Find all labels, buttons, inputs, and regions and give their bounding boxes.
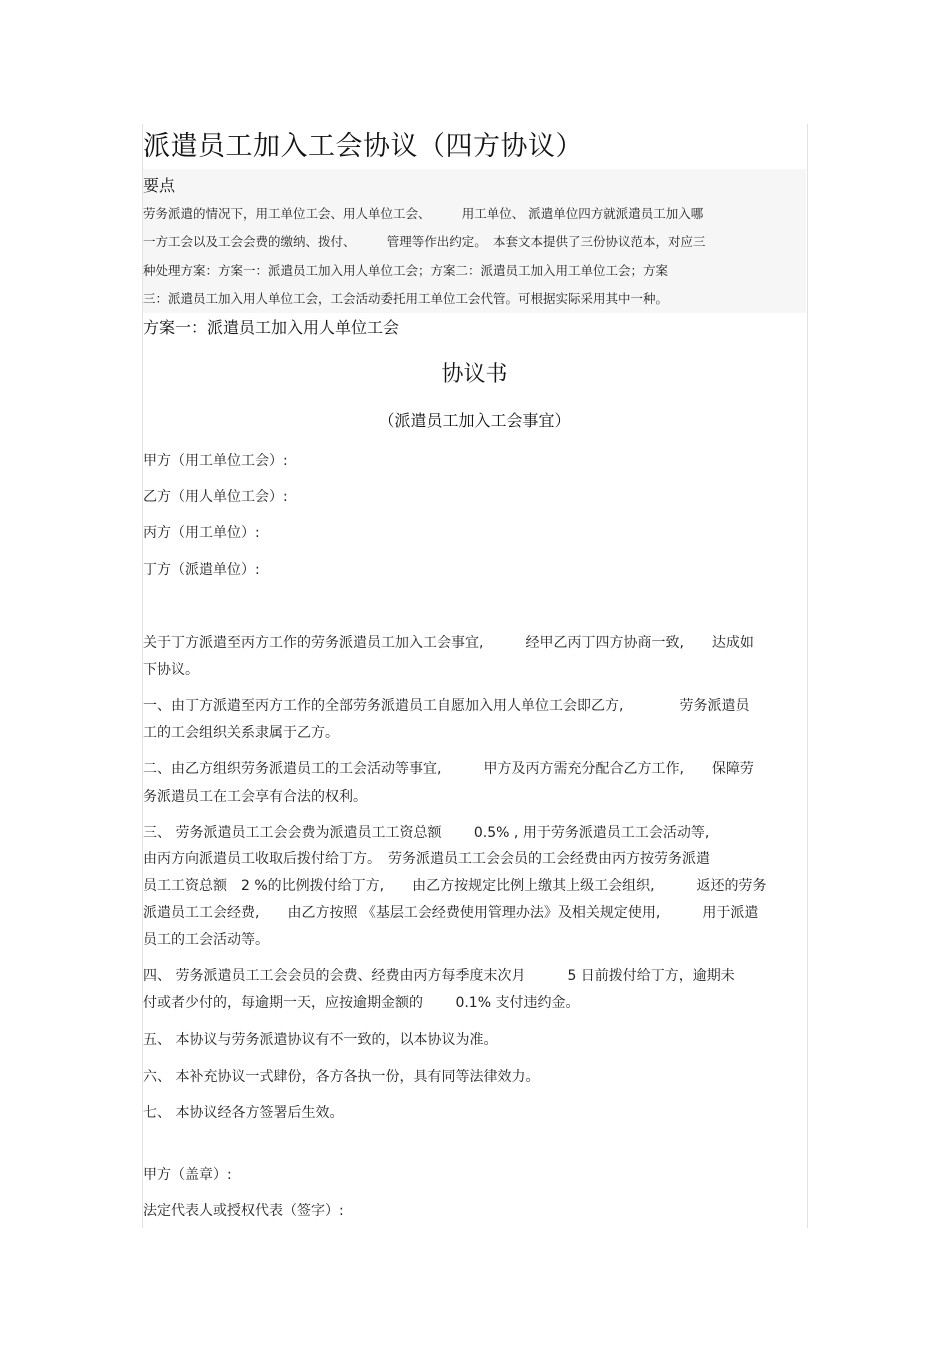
signature-party-a: 甲方（盖章）: — [143, 1167, 232, 1183]
body-line: 员工的工会活动等。 — [143, 932, 269, 948]
body-line: 务派遣员工在工会享有合法的权利。 — [143, 789, 367, 805]
body-line: 四、 劳务派遣员工工会会员的会费、经费由丙方每季度末次月 5 日前拨付给丁方，逾期未 — [143, 968, 735, 984]
agreement-subtitle: （派遣员工加入工会事宜） — [378, 411, 571, 430]
party-a-field: 甲方（用工单位工会）: — [143, 453, 288, 469]
body-line: 关于丁方派遣至丙方工作的劳务派遣员工加入工会事宜, 经甲乙丙丁四方协商一致, 达成如 — [143, 635, 754, 651]
plan-heading: 方案一：派遣员工加入用人单位工会 — [143, 318, 400, 337]
body-line: 派遣员工工会经费, 由乙方按照 《基层工会经费使用管理办法》及相关规定使用, 用于派遣 — [143, 905, 759, 921]
party-d-field: 丁方（派遣单位）: — [143, 562, 260, 578]
body-line: 付或者少付的，每逾期一天，应按逾期金额的 0.1% 支付违约金。 — [143, 995, 580, 1011]
body-line: 五、 本协议与劳务派遣协议有不一致的，以本协议为准。 — [143, 1032, 498, 1048]
document-title: 派遣员工加入工会协议（四方协议） — [143, 131, 583, 162]
summary-line: 劳务派遣的情况下，用工单位工会、用人单位工会、 用工单位、 派遣单位四方就派遣员工加入哪 — [143, 206, 704, 221]
summary-line: 三：派遣员工加入用人单位工会，工会活动委托用工单位工会代管。可根据实际采用其中一种。 — [143, 291, 669, 306]
body-line: 七、 本协议经各方签署后生效。 — [143, 1105, 344, 1121]
summary-line: 一方工会以及工会会费的缴纳、拨付、 管理等作出约定。 本套文本提供了三份协议范本，对应三 — [143, 234, 706, 249]
summary-line: 种处理方案：方案一：派遣员工加入用人单位工会；方案二：派遣员工加入用工单位工会；方案 — [143, 263, 669, 278]
body-line: 三、 劳务派遣员工工会会费为派遣员工工资总额 0.5% , 用于劳务派遣员工工会活动等, — [143, 825, 710, 841]
body-line: 工的工会组织关系隶属于乙方。 — [143, 725, 339, 741]
agreement-title: 协议书 — [441, 362, 508, 387]
body-line: 由丙方向派遣员工收取后拨付给丁方。 劳务派遣员工工会会员的工会经费由丙方按劳务派遣 — [143, 851, 710, 867]
body-line: 二、由乙方组织劳务派遣员工的工会活动等事宜, 甲方及丙方需充分配合乙方工作, 保障劳 — [143, 761, 754, 777]
signature-representative: 法定代表人或授权代表（签字）: — [143, 1203, 344, 1219]
party-c-field: 丙方（用工单位）: — [143, 525, 260, 541]
body-line: 员工工资总额 2 %的比例拨付给丁方, 由乙方按规定比例上缴其上级工会组织, 返还的劳务 — [143, 878, 767, 894]
party-b-field: 乙方（用人单位工会）: — [143, 489, 288, 505]
body-line: 一、由丁方派遣至丙方工作的全部劳务派遣员工自愿加入用人单位工会即乙方, 劳务派遣员 — [143, 698, 750, 714]
summary-heading: 要点 — [143, 176, 176, 195]
body-line: 下协议。 — [143, 662, 199, 678]
body-line: 六、 本补充协议一式肆份，各方各执一份，具有同等法律效力。 — [143, 1069, 540, 1085]
